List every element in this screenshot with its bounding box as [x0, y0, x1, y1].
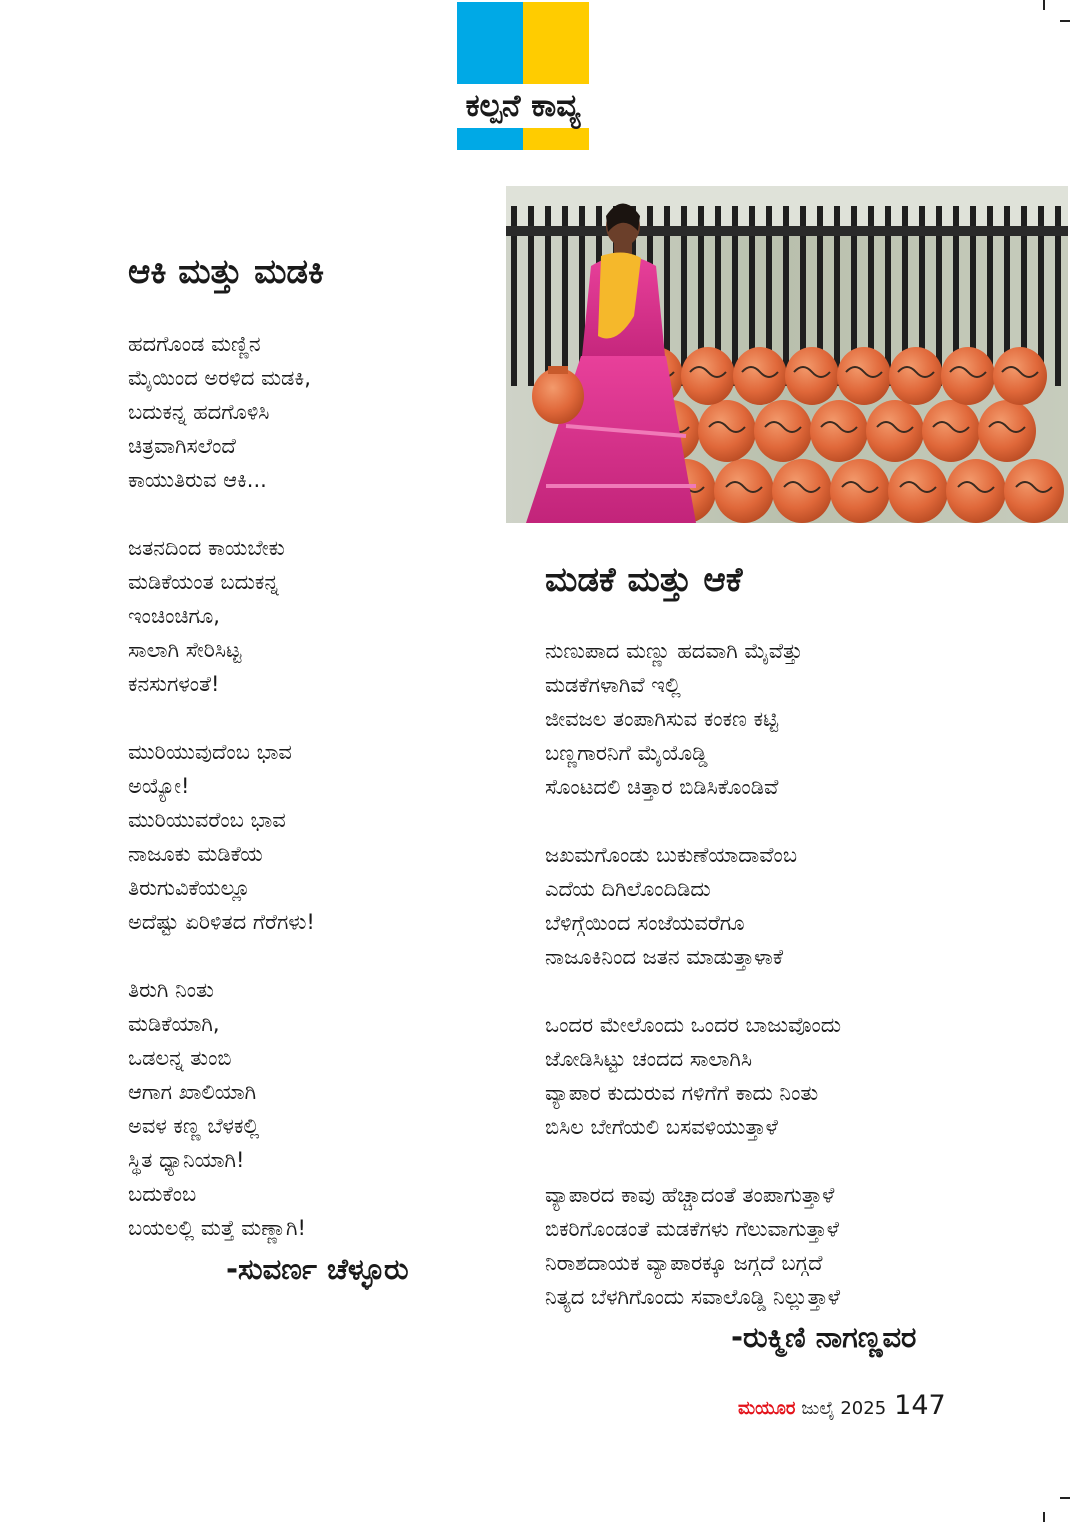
poem-line: ಜಖಮಗೊಂಡು ಬುಕುಣೆಯಾದಾವೆಂಬ [545, 843, 798, 867]
poem-line: ಮುರಿಯುವುದೆಂಬ ಭಾವ [128, 740, 292, 764]
poem-line: ಸಾಲಾಗಿ ಸೇರಿಸಿಟ್ಟ [128, 638, 242, 662]
poem-line: ಚಿತ್ರವಾಗಿಸಲೆಂದೆ [128, 434, 236, 458]
poem-line: ಒಂದರ ಮೇಲೊಂದು ಒಂದರ ಬಾಜುವೊಂದು [545, 1013, 842, 1037]
stanza [545, 838, 841, 974]
poem-line: ಒಡಲನ್ನ ತುಂಬಿ [128, 1046, 232, 1070]
poem-line: ಸ್ಥಿತ ಧ್ಯಾನಿಯಾಗಿ! [128, 1148, 245, 1172]
poem-line: ಮೈಯಿಂದ ಅರಳಿದ ಮಡಕಿ, [128, 366, 311, 390]
poem-line: ಜೋಡಿಸಿಟ್ಟು ಚಂದದ ಸಾಲಾಗಿಸಿ [545, 1047, 753, 1071]
poem-1-body [128, 327, 315, 1245]
poem-2-title: ಮಡಕೆ ಮತ್ತು ಆಕೆ [545, 560, 743, 600]
logo-block-blue [457, 128, 523, 150]
poem-line: ಬಿಕರಿಗೊಂಡಂತೆ ಮಡಕೆಗಳು ಗೆಲುವಾಗುತ್ತಾಳೆ [545, 1217, 839, 1241]
poem-line: ಮಡಕೆಗಳಾಗಿವೆ ಇಲ್ಲಿ [545, 673, 681, 697]
poem-line: ವ್ಯಾಪಾರದ ಕಾವು ಹೆಚ್ಚಾದಂತೆ ತಂಪಾಗುತ್ತಾಳೆ [545, 1183, 835, 1207]
poem-line: ಅವಳ ಕಣ್ಣ ಬೆಳಕಲ್ಲಿ [128, 1114, 260, 1138]
poem-line: ನುಣುಪಾದ ಮಣ್ಣು ಹದವಾಗಿ ಮೈವೆತ್ತು [545, 639, 803, 663]
poem-line: ಬೆಳಿಗ್ಗೆಯಿಂದ ಸಂಜೆಯವರೆಗೂ [545, 911, 745, 935]
poem-line: ಇಂಚಿಂಚಿಗೂ, [128, 604, 220, 628]
stanza [128, 735, 315, 939]
stanza [128, 327, 315, 497]
poem-line: ವ್ಯಾಪಾರ ಕುದುರುವ ಗಳಿಗೆಗೆ ಕಾದು ನಿಂತು [545, 1081, 819, 1105]
crop-mark [1060, 20, 1070, 22]
stanza [545, 634, 841, 804]
poem-line: ನಾಜೂಕು ಮಡಿಕೆಯ [128, 842, 263, 866]
stanza [545, 1178, 841, 1314]
poem-line: ಜತನದಿಂದ ಕಾಯಬೇಕು [128, 536, 285, 560]
page-number: 147 [894, 1390, 946, 1421]
pots-photo [506, 186, 1068, 523]
woman-with-pots-image [506, 186, 1068, 523]
section-title: ಕಲ್ಪನೆ ಕಾವ್ಯ [437, 84, 609, 128]
poem-line: ಆಗಾಗ ಖಾಲಿಯಾಗಿ [128, 1080, 257, 1104]
crop-mark [1043, 0, 1045, 10]
poem-line: ಅಯ್ಯೋ! [128, 774, 190, 798]
poem-line: ಕನಸುಗಳಂತೆ! [128, 672, 220, 696]
poem-line: ಬಯಲಲ್ಲಿ ಮತ್ತೆ ಮಣ್ಣಾಗಿ! [128, 1216, 306, 1240]
logo-block-yellow [523, 2, 589, 84]
page-footer [738, 1390, 946, 1421]
poem-line: ಎದೆಯ ದಿಗಿಲೊಂದಿಡಿದು [545, 877, 711, 901]
logo-block-blue [457, 2, 523, 84]
poem-line: ಜೀವಜಲ ತಂಪಾಗಿಸುವ ಕಂಕಣ ಕಟ್ಟಿ [545, 707, 779, 731]
poem-1-title: ಆಕಿ ಮತ್ತು ಮಡಕಿ [128, 252, 324, 292]
logo-block-yellow [523, 128, 589, 150]
poem-line: ಕಾಯುತಿರುವ ಆಕಿ... [128, 468, 267, 492]
poem-line: ನಿತ್ಯದ ಬೆಳಗಿಗೊಂದು ಸವಾಲೊಡ್ಡಿ ನಿಲ್ಲುತ್ತಾಳೆ [545, 1285, 841, 1309]
poem-line: ಸೊಂಟದಲಿ ಚಿತ್ತಾರ ಬಿಡಿಸಿಕೊಂಡಿವೆ [545, 775, 779, 799]
poem-line: ಹದಗೊಂಡ ಮಣ್ಣಿನ [128, 332, 261, 356]
crop-mark [1043, 1512, 1045, 1522]
poem-line: ಅದೆಷ್ಟು ಏರಿಳಿತದ ಗೆರೆಗಳು! [128, 910, 315, 934]
stanza [545, 1008, 841, 1144]
section-logo [457, 2, 589, 150]
magazine-brand: ಮಯೂರ [738, 1398, 796, 1419]
stanza [128, 973, 315, 1245]
poem-line: ಬದುಕೆಂಬ [128, 1182, 197, 1206]
poem-line: ಬಣ್ಣಗಾರನಿಗೆ ಮೈಯೊಡ್ಡಿ [545, 741, 708, 765]
poem-line: ಮುರಿಯುವರೆಂಬ ಭಾವ [128, 808, 286, 832]
poem-line: ಬದುಕನ್ನ ಹದಗೊಳಿಸಿ [128, 400, 270, 424]
poem-line: ಮಡಿಕೆಯಂತ ಬದುಕನ್ನ [128, 570, 279, 594]
poem-line: ತಿರುಗುವಿಕೆಯಲ್ಲೂ [128, 876, 251, 900]
stanza [128, 531, 315, 701]
poem-line: ನಿರಾಶದಾಯಕ ವ್ಯಾಪಾರಕ್ಕೂ ಜಗ್ಗದೆ ಬಗ್ಗದೆ [545, 1251, 823, 1275]
poem-line: ತಿರುಗಿ ನಿಂತು [128, 978, 214, 1002]
poem-line: ಮಡಿಕೆಯಾಗಿ, [128, 1012, 220, 1036]
poem-2-author: -ರುಕ್ಮಿಣಿ ನಾಗಣ್ಣವರ [731, 1320, 917, 1354]
poem-line: ಬಿಸಿಲ ಬೇಗೆಯಲಿ ಬಸವಳಿಯುತ್ತಾಳೆ [545, 1115, 778, 1139]
poem-2-body [545, 634, 841, 1314]
poem-line: ನಾಜೂಕಿನಿಂದ ಜತನ ಮಾಡುತ್ತಾಳಾಕೆ [545, 945, 784, 969]
crop-mark [1060, 1497, 1070, 1499]
issue-month: ಜುಲೈ 2025 [801, 1398, 887, 1419]
poem-1-author: -ಸುವರ್ಣ ಚೆಳ್ಳೂರು [226, 1252, 409, 1286]
